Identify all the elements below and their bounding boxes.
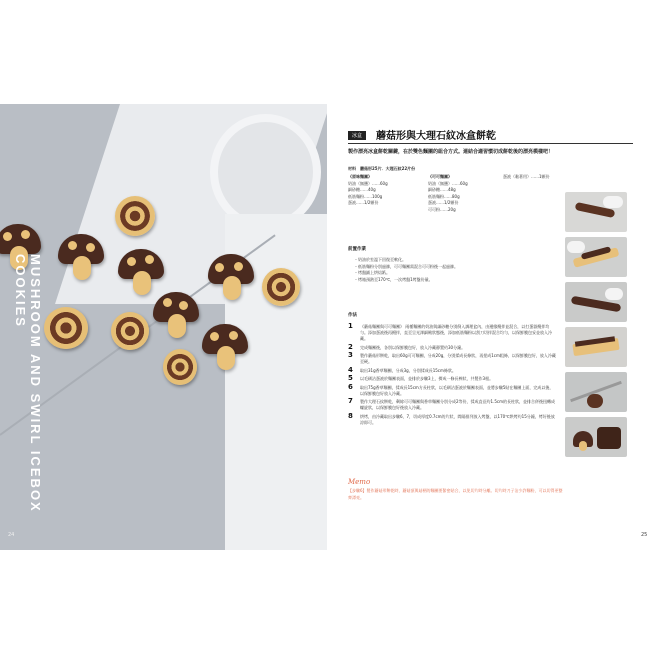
memo-label: Memo [348, 478, 371, 486]
category-badge: 冰盒 [348, 131, 366, 140]
ingredient-item: 蛋液……1/2顆份 [348, 200, 379, 205]
step-number: 8 [348, 411, 353, 420]
step-number: 3 [348, 351, 353, 359]
step-number: 6 [348, 382, 353, 391]
column-title: 《可可麵團》 [428, 174, 452, 179]
step-text: 取出31g香草麵團，分成3g，分別揉成長15cm條狀。 [360, 367, 456, 373]
prep-list [354, 257, 554, 283]
prep-item: ・烤箱預熱至170℃，一次烤盤1烤盤份量。 [354, 276, 433, 282]
step-number: 7 [348, 397, 353, 405]
step-photo [565, 327, 627, 367]
column-title: 《原味麵團》 [348, 174, 372, 179]
prep-item-text: 奶油於室溫下回復至軟化。 [358, 257, 406, 262]
step [348, 365, 556, 374]
steps-title: 作法 [348, 313, 357, 318]
step-text: 以毛刷沾蛋液於麵團表面，並排於步驟3上，擠成一條長棒狀，共製作3根。 [360, 376, 494, 381]
recipe-intro: 製作漂亮冰盒餅乾關鍵，在於雙色麵團的組合方式。連結合適習慣切成餅乾後的漂亮模樣吧！ [348, 149, 554, 155]
step [348, 376, 556, 382]
ingredients-column-plain [348, 174, 388, 207]
cookie-photo [0, 104, 327, 550]
step-photo [565, 237, 627, 277]
swirl-cookie [262, 268, 300, 306]
prep-item: ・烤盤鋪上烘焙紙。 [354, 270, 390, 275]
step [348, 342, 556, 351]
step-number: 1 [348, 322, 353, 330]
ingredient-item: 低筋麵粉……100g [348, 193, 383, 199]
memo-box [348, 478, 563, 501]
ingredient-item: 奶油（無鹽）……60g [348, 180, 388, 186]
ingredients-column-cocoa [428, 174, 468, 213]
ingredients-header: 材料 蘑菇形25片．大理石紋22片份 [348, 166, 416, 171]
prep-title: 前置作業 [348, 247, 366, 252]
page-number: 25 [641, 532, 648, 538]
prep-item-text: 烤盤鋪上烘焙紙。 [358, 270, 390, 275]
steps-list [348, 324, 556, 428]
ingredient-item: 可可粉……20g [428, 206, 456, 212]
ingredient-item: 蛋液（黏著用）……1顆份 [503, 174, 550, 179]
step-text: 取出75g香草麵團，揉成長15cm方長柱狀，以毛刷沾蛋液於麵團表面，並將步驟5貼在麵團上面，完成以後，以保鮮膜包好放入冷藏。 [360, 384, 554, 396]
book-spread [0, 104, 655, 550]
ingredient-item: 低筋麵粉……80g [428, 193, 460, 199]
recipe-page [328, 104, 655, 550]
ingredients [348, 166, 578, 212]
step-text: 製作大理石紋餅乾，剩餘可可麵團與香草麵團分別分成2等份，揉成直徑約1.5cm的長柱狀，並排合併後扭轉成螺旋狀，以保鮮膜包好後放入冷藏。 [360, 399, 555, 410]
step-number: 4 [348, 365, 353, 374]
step-photos [565, 192, 633, 462]
step-photo [565, 282, 627, 322]
title-divider [348, 143, 633, 144]
swirl-cookie [115, 196, 155, 236]
prep-item-text: 低筋麵粉分別過篩，可可麵團需混合可可粉後一起過篩。 [358, 263, 458, 269]
step-photo [565, 192, 627, 232]
ingredient-item: 細砂糖……40g [348, 187, 376, 192]
step [348, 411, 556, 426]
swirl-cookie [111, 312, 149, 350]
step [348, 382, 556, 397]
memo-text: 【步驟6】製作蘑菇形餅乾時，蘑菇頂與菇柄的麵團要緊密貼合，以免切片時分離。切片時刀子沾少許麵粉，可以切得更整齊漂亮。 [348, 488, 563, 500]
prep-item-text: 烤箱預熱至170℃，一次烤盤1烤盤份量。 [358, 276, 433, 282]
swirl-cookie [44, 307, 88, 349]
ingredient-item: 奶油（無鹽）……60g [428, 180, 468, 186]
vertical-title: MUSHROOM AND SWIRL ICEBOX COOKIES [13, 254, 43, 513]
step-text: 完成麵團後，各別以保鮮膜包好，放入冷藏靜置約30分鐘。 [360, 344, 466, 350]
step-number: 2 [348, 342, 353, 351]
step-photo [565, 372, 627, 412]
paper-roll [210, 114, 321, 230]
swirl-cookie [163, 349, 197, 385]
step [348, 353, 556, 365]
step-text: 烘烤，由冷藏取出步驟6、7，切成厚度0.7cm的片狀，間隔排列放入烤盤，以170℃烘烤約15分鐘，烤好後放涼即可。 [360, 413, 555, 425]
ingredient-item: 細砂糖……48g [428, 187, 456, 192]
prep-item: ・奶油於室溫下回復至軟化。 [354, 257, 406, 262]
recipe-title: 蘑菇形與大理石紋冰盒餅乾 [376, 131, 496, 142]
step [348, 324, 556, 342]
step-text: 製作蘑菇形餅乾，取出60g可可麵團，分成20g，分別揉成長條狀，再捏成1cm粗條，以保鮮膜包好，放入冷藏至硬。 [360, 353, 556, 364]
page-number: 24 [8, 532, 15, 538]
ingredient-item: 蛋液……1/2顆份 [428, 200, 459, 205]
step [348, 399, 556, 411]
ingredients-column-egg [503, 174, 550, 181]
step-photo [565, 417, 627, 457]
step-number: 5 [348, 374, 353, 382]
step-text: 《蘑菇麵團與可可麵團》 兩種麵團的奶油與細砂糖分別倒入調理盆內，由邊緣攪拌並混合，以打蛋器攪拌均勻。添加蛋液後再攪拌，直至呈光澤細緻狀態後，添加低筋麵粉以刮刀切拌混合均勻，以保鮮膜包妥並放入冷藏。 [360, 324, 552, 341]
prep-item: ・低筋麵粉分別過篩，可可麵團需混合可可粉後一起過篩。 [354, 263, 458, 269]
